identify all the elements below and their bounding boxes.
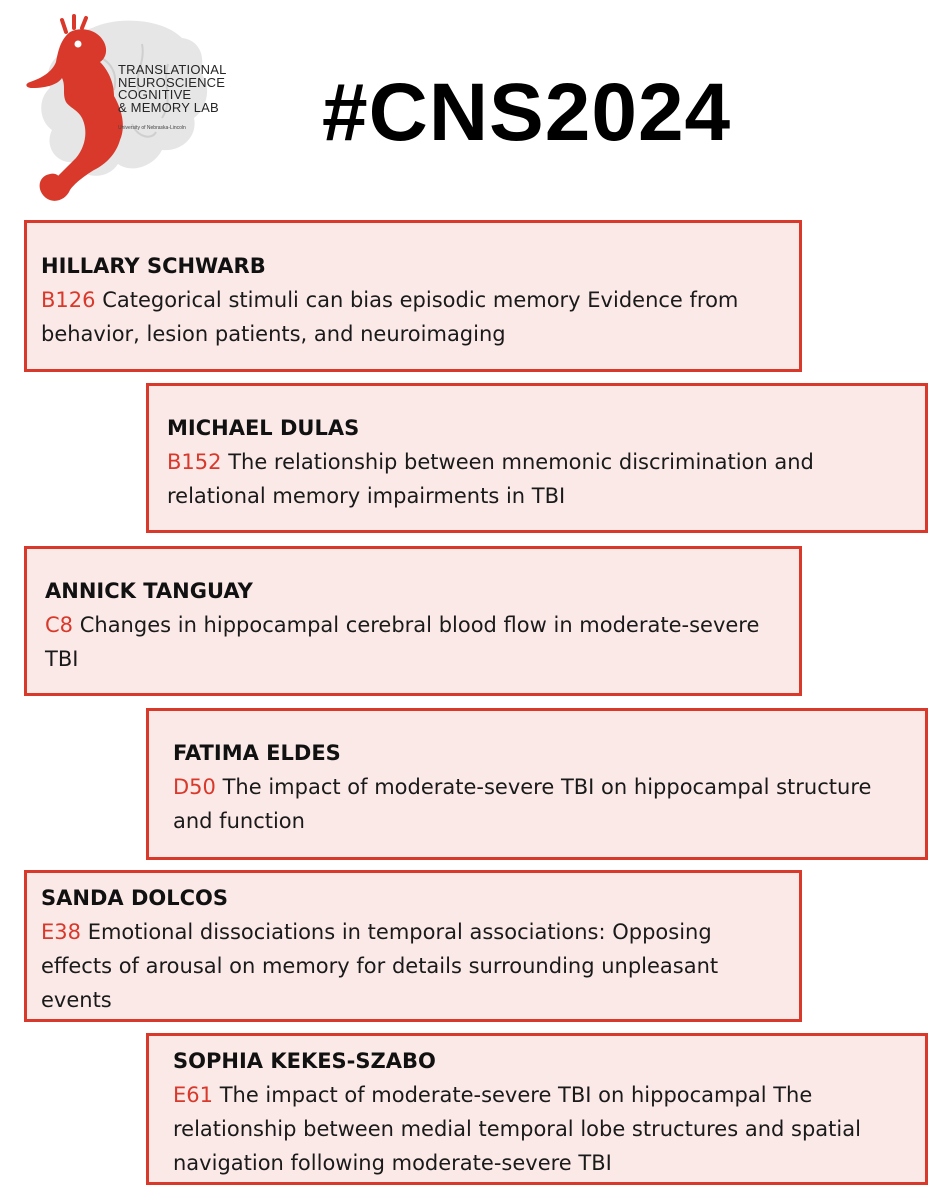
presentation-card [24, 870, 802, 1022]
presentation-description [41, 283, 787, 351]
presenter-name: ANNICK TANGUAY [45, 579, 253, 603]
lab-university: University of Nebraska-Lincoln [118, 125, 186, 131]
presentation-card [24, 546, 802, 696]
presentation-title: Categorical stimuli can bias episodic memory Evidence from behavior, lesion patients, and neuroimaging [41, 288, 739, 346]
presentation-card [146, 708, 928, 860]
poster-code: E38 [41, 920, 81, 944]
poster-code: E61 [173, 1083, 213, 1107]
presenter-name: SOPHIA KEKES-SZABO [173, 1049, 436, 1073]
lab-logo [22, 14, 272, 209]
poster-code: D50 [173, 775, 216, 799]
presentation-title: The impact of moderate-severe TBI on hippocampal structure and function [173, 775, 872, 833]
presentation-description [41, 915, 787, 1017]
presenter-name: MICHAEL DULAS [167, 416, 360, 440]
poster-code: B126 [41, 288, 96, 312]
presenter-name: SANDA DOLCOS [41, 886, 229, 910]
lab-name [118, 64, 227, 114]
presentation-description [45, 608, 787, 676]
presentation-card [24, 220, 802, 372]
presenter-name: FATIMA ELDES [173, 741, 341, 765]
poster-code: B152 [167, 450, 222, 474]
presentation-title: Changes in hippocampal cerebral blood flow in moderate-severe TBI [45, 613, 760, 671]
presenter-name: HILLARY SCHWARB [41, 254, 266, 278]
poster-code: C8 [45, 613, 74, 637]
event-hashtag: #CNS2024 [322, 67, 732, 158]
presentation-description [173, 1078, 913, 1180]
presentation-title: Emotional dissociations in temporal associations: Opposing effects of arousal on memory for details surrounding unpleasant events [41, 920, 719, 1012]
lab-name-line: & MEMORY LAB [118, 99, 219, 115]
presentation-card [146, 1033, 928, 1185]
presentation-title: The relationship between mnemonic discrimination and relational memory impairments in TBI [167, 450, 814, 508]
presentation-description [173, 770, 913, 838]
presentation-title: The impact of moderate-severe TBI on hippocampal The relationship between medial temporal lobe structures and spatial navigation following moderate-severe TBI [173, 1083, 861, 1175]
lab-name-line: TRANSLATIONAL [118, 62, 227, 77]
lab-name-line: NEUROSCIENCE [118, 74, 226, 90]
presentation-description [167, 445, 913, 513]
presentation-card [146, 383, 928, 533]
lab-name-line: COGNITIVE [118, 87, 192, 102]
